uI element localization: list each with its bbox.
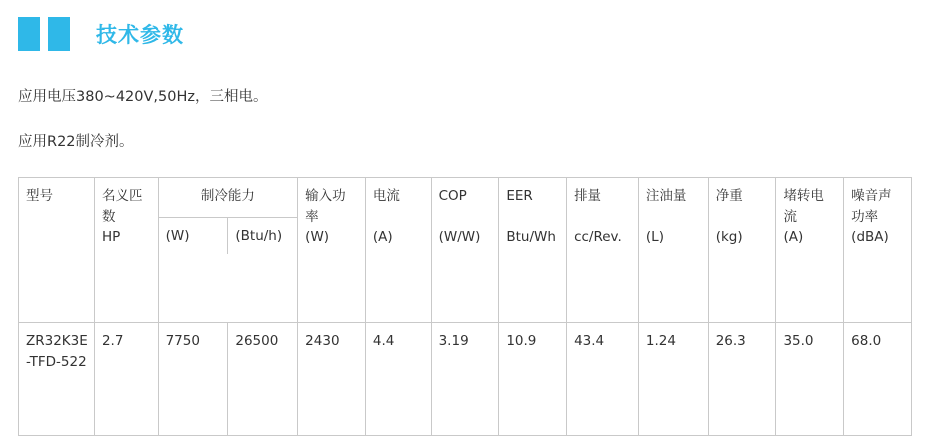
cell-hp: 2.7	[94, 322, 158, 435]
table-header-row	[19, 177, 912, 322]
cell-input-power: 2430	[298, 322, 366, 435]
header-current-label: 电流	[372, 187, 400, 204]
paragraph-refrigerant: 应用R22制冷剂。	[18, 134, 134, 151]
header-eer-unit: Btu/Wh	[506, 229, 556, 246]
cell-capacity-watt: 7750	[165, 332, 200, 349]
header-current	[365, 177, 431, 322]
cell-oil: 1.24	[638, 322, 708, 435]
header-input-power-line2: 率	[305, 208, 319, 225]
header-capacity-watt: (W)	[165, 227, 190, 244]
header-eer	[499, 177, 567, 322]
header-weight-label: 净重	[715, 187, 743, 204]
cell-eer: 10.9	[499, 322, 567, 435]
header-cop-unit: (W/W)	[438, 229, 481, 246]
header-lra-unit: (A)	[783, 229, 804, 246]
header-noise-power	[844, 177, 912, 322]
header-cooling-capacity-group	[158, 177, 298, 322]
specification-table	[18, 177, 912, 436]
header-eer-label: EER	[506, 187, 533, 204]
header-displacement-label: 排量	[574, 187, 602, 204]
header-input-power	[298, 177, 366, 322]
header-cooling-capacity-label: 制冷能力	[159, 178, 298, 218]
header-oil-charge	[638, 177, 708, 322]
header-lra-line1: 堵转电	[783, 187, 824, 204]
cell-model: ZR32K3E-TFD-522	[19, 322, 95, 435]
header-input-power-unit: (W)	[305, 229, 330, 246]
cell-lra: 35.0	[776, 322, 844, 435]
header-oil-label: 注油量	[645, 187, 687, 204]
page-title: 技术参数	[96, 23, 184, 47]
heading-marker-icon	[18, 17, 40, 51]
cell-capacity-btu: 26500	[227, 323, 297, 435]
table-header	[19, 177, 912, 322]
header-cop	[431, 177, 499, 322]
header-model-label: 型号	[26, 187, 53, 204]
header-capacity-btu: (Btu/h)	[227, 218, 297, 255]
header-current-unit: (A)	[372, 229, 393, 246]
header-noise-line2: 功率	[851, 208, 879, 225]
header-lra-line2: 流	[783, 208, 797, 225]
header-noise-line1: 噪音声	[851, 187, 892, 204]
cell-cop: 3.19	[431, 322, 499, 435]
header-input-power-line1: 输入功	[305, 187, 346, 204]
header-hp-line1: 名义匹	[101, 187, 143, 204]
header-locked-rotor-current	[776, 177, 844, 322]
header-cooling-capacity-subcolumns	[159, 218, 298, 255]
header-cop-label: COP	[438, 187, 467, 204]
header-weight-unit: (kg)	[715, 229, 743, 246]
cell-displacement: 43.4	[567, 322, 639, 435]
header-net-weight	[708, 177, 776, 322]
table-body	[19, 322, 912, 435]
header-hp-line2: 数	[101, 208, 116, 225]
cell-weight: 26.3	[708, 322, 776, 435]
header-hp-unit: HP	[101, 229, 121, 246]
header-model	[19, 177, 95, 322]
cell-capacity-group	[158, 322, 298, 435]
cell-current: 4.4	[365, 322, 431, 435]
header-displacement	[567, 177, 639, 322]
header-oil-unit: (L)	[645, 229, 664, 246]
header-nominal-hp	[94, 177, 158, 322]
header-displacement-unit: cc/Rev.	[574, 229, 622, 246]
heading-marker-secondary-icon	[48, 17, 70, 51]
paragraph-voltage: 应用电压380~420V,50Hz，三相电。	[18, 89, 268, 105]
cell-noise: 68.0	[844, 322, 912, 435]
section-heading	[18, 0, 912, 56]
table-row	[19, 322, 912, 435]
header-noise-unit: (dBA)	[851, 229, 889, 246]
